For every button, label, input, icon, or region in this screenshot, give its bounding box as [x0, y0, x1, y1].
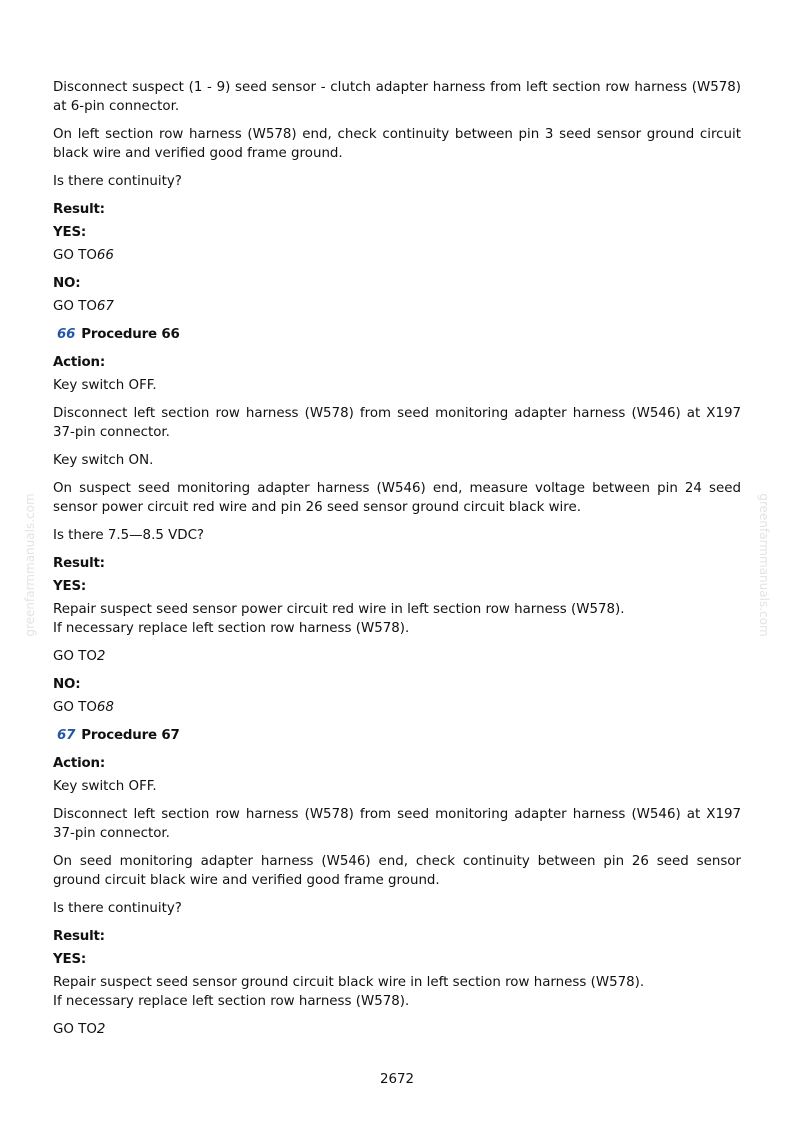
no-label: NO: — [53, 677, 81, 692]
goto-line: GO TO68 — [53, 700, 114, 715]
goto-link[interactable]: 67 — [96, 299, 114, 314]
goto-link[interactable]: 66 — [96, 248, 114, 263]
step-text: On seed monitoring adapter harness (W546) end, check continuity between pin 26 seed sensor ground circuit black wire and verified good frame ground. — [53, 854, 741, 888]
goto-link[interactable]: 2 — [96, 1022, 106, 1037]
goto-link[interactable]: 2 — [96, 649, 106, 664]
result-label: Result: — [53, 202, 105, 217]
procedure-number: 67 — [57, 728, 76, 743]
document-body — [53, 78, 741, 1039]
repair-text: If necessary replace left section row harness (W578). — [53, 994, 410, 1009]
procedure-number: 66 — [57, 327, 76, 342]
goto-line: GO TO2 — [53, 1022, 106, 1037]
question-text: Is there continuity? — [53, 174, 182, 189]
repair-text: Repair suspect seed sensor ground circuit black wire in left section row harness (W578). — [53, 975, 645, 990]
goto-line: GO TO2 — [53, 649, 106, 664]
step-text: On suspect seed monitoring adapter harness (W546) end, measure voltage between pin 24 seed sensor power circuit red wire and pin 26 seed sensor ground circuit black wire. — [53, 481, 741, 515]
step-text: Disconnect left section row harness (W578) from seed monitoring adapter harness (W546) at X197 37-pin connector. — [53, 807, 741, 841]
instruction-text: Disconnect suspect (1 - 9) seed sensor - clutch adapter harness from left section row harness (W578) at 6-pin connector. — [53, 80, 741, 114]
instruction-text: On left section row harness (W578) end, check continuity between pin 3 seed sensor ground circuit black wire and verified good frame ground. — [53, 127, 741, 161]
action-label: Action: — [53, 355, 105, 370]
step-text: Key switch ON. — [53, 453, 154, 468]
action-label: Action: — [53, 756, 105, 771]
result-label: Result: — [53, 556, 105, 571]
result-label: Result: — [53, 929, 105, 944]
page-number: 2672 — [379, 1072, 415, 1087]
yes-label: YES: — [53, 579, 87, 594]
step-text: Key switch OFF. — [53, 378, 157, 393]
no-label: NO: — [53, 276, 81, 291]
question-text: Is there continuity? — [53, 901, 182, 916]
goto-link[interactable]: 68 — [96, 700, 114, 715]
repair-text: Repair suspect seed sensor power circuit red wire in left section row harness (W578). — [53, 602, 625, 617]
step-text: Key switch OFF. — [53, 779, 157, 794]
step-text: Disconnect left section row harness (W578) from seed monitoring adapter harness (W546) at X197 37-pin connector. — [53, 406, 741, 440]
yes-label: YES: — [53, 952, 87, 967]
procedure-heading: 66 Procedure 66 — [57, 327, 180, 342]
procedure-heading: 67 Procedure 67 — [57, 728, 180, 743]
goto-line: GO TO66 — [53, 248, 114, 263]
repair-text: If necessary replace left section row harness (W578). — [53, 621, 410, 636]
yes-label: YES: — [53, 225, 87, 240]
question-text: Is there 7.5—8.5 VDC? — [53, 528, 205, 543]
goto-line: GO TO67 — [53, 299, 114, 314]
